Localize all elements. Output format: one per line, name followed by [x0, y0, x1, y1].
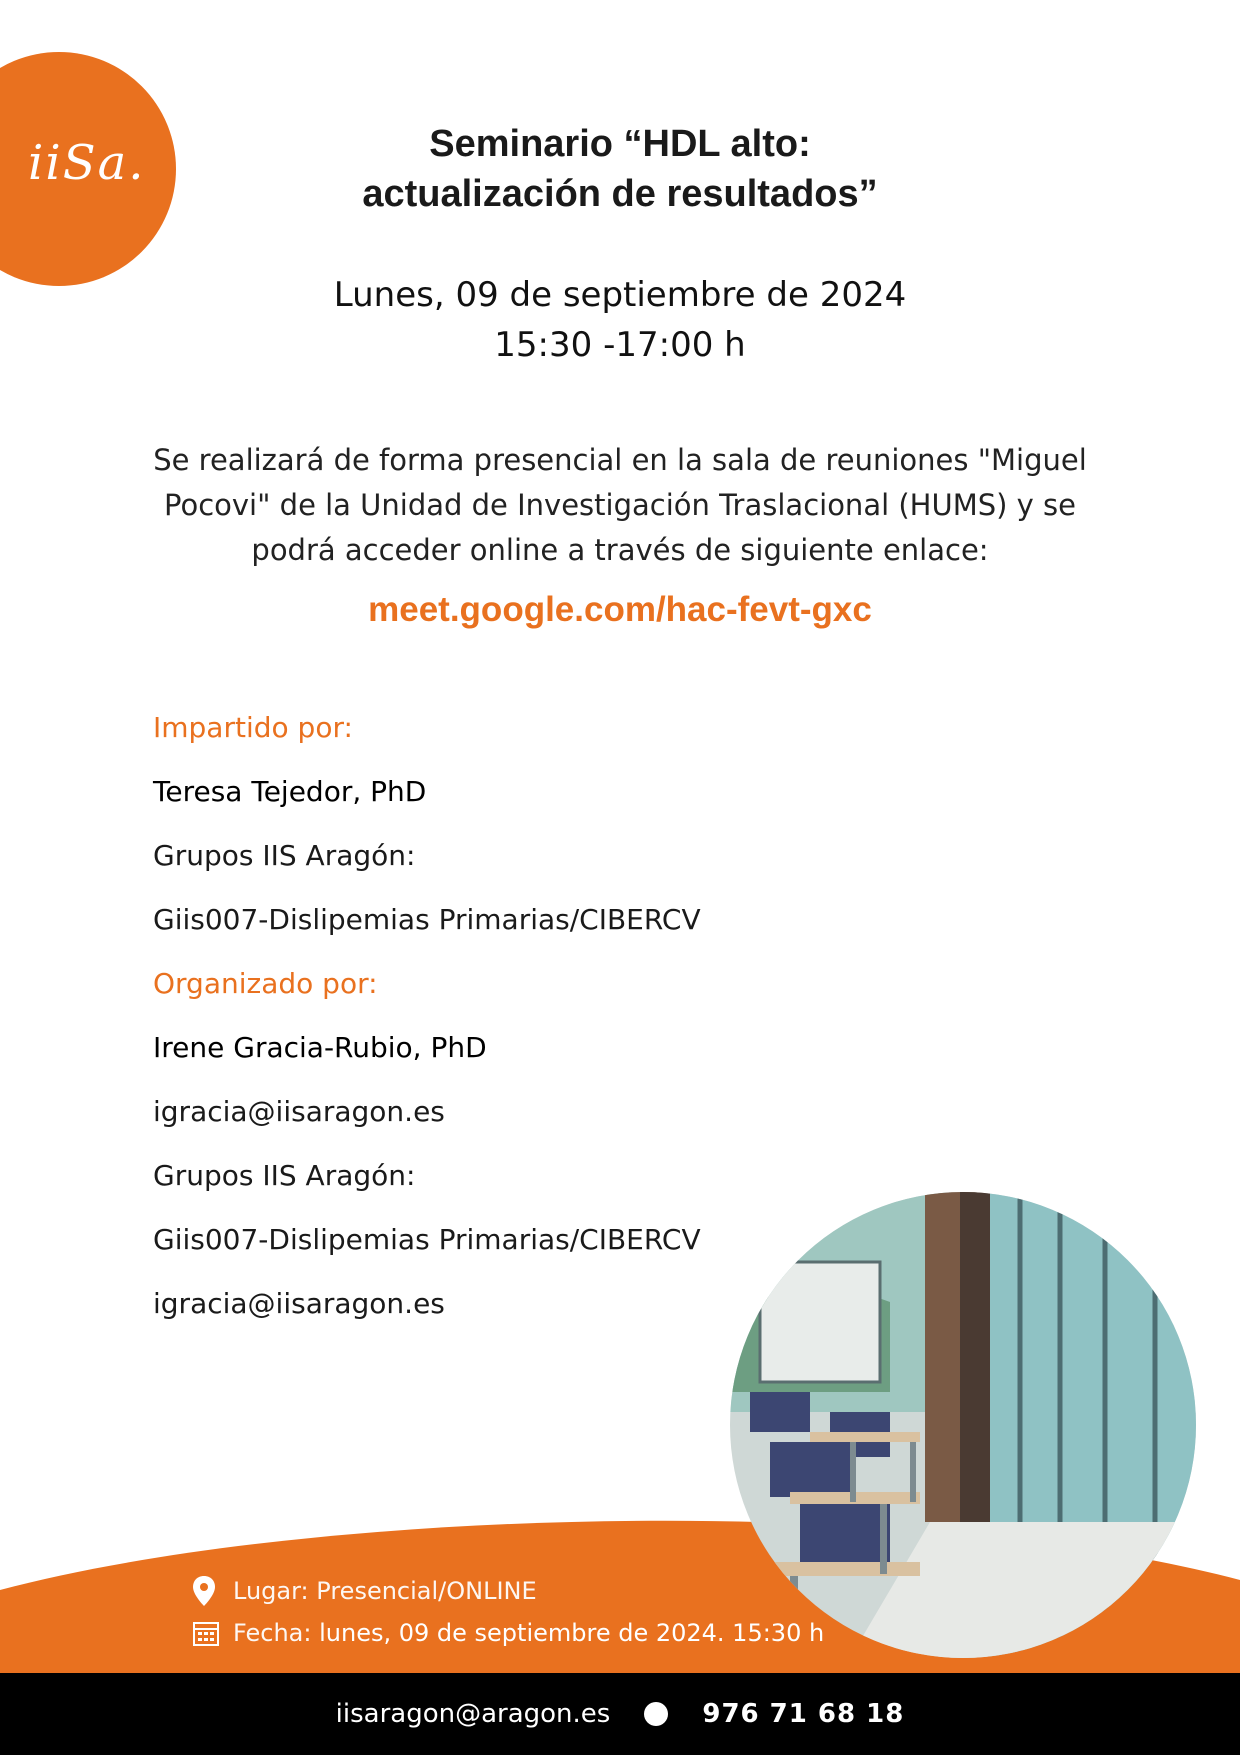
event-time: 15:30 -17:00 h: [494, 325, 746, 365]
speaker-name: Teresa Tejedor, PhD: [153, 775, 427, 808]
event-description: [120, 438, 1120, 573]
location-pin-icon: [193, 1576, 223, 1606]
date-label: Fecha:: [233, 1619, 312, 1647]
description-line: Se realizará de forma presencial en la sala de reuniones "Miguel: [153, 443, 1087, 477]
logo: iiSa.: [28, 135, 146, 191]
place-row: [193, 1570, 824, 1612]
people-info: [153, 700, 701, 1340]
meeting-link[interactable]: meet.google.com/hac-fevt-gxc: [368, 590, 872, 629]
organizer-label: Organizado por:: [153, 967, 378, 1000]
date-row: [193, 1612, 824, 1654]
seminar-title-line1: Seminario “HDL alto:: [429, 123, 811, 165]
seminar-title-line2: actualización de resultados”: [362, 173, 878, 215]
speaker-label: Impartido por:: [153, 711, 353, 744]
place-label: Lugar:: [233, 1577, 309, 1605]
description-line: Pocovi" de la Unidad de Investigación Traslacional (HUMS) y se: [164, 488, 1076, 522]
contact-bar: [0, 1673, 1240, 1755]
organizer-group: Giis007-Dislipemias Primarias/CIBERCV: [153, 1223, 701, 1256]
organizer-groups-label: Grupos IIS Aragón:: [153, 1159, 416, 1192]
event-date: Lunes, 09 de septiembre de 2024: [333, 275, 907, 315]
organizer-email-2[interactable]: igracia@iisaragon.es: [153, 1287, 445, 1320]
separator-dot: [644, 1702, 668, 1726]
place-value: Presencial/ONLINE: [316, 1577, 537, 1605]
date-value: lunes, 09 de septiembre de 2024. 15:30 h: [319, 1619, 825, 1647]
organizer-email[interactable]: igracia@iisaragon.es: [153, 1095, 445, 1128]
speaker-groups-label: Grupos IIS Aragón:: [153, 839, 416, 872]
contact-phone[interactable]: 976 71 68 18: [702, 1699, 905, 1729]
organizer-name: Irene Gracia-Rubio, PhD: [153, 1031, 487, 1064]
contact-email[interactable]: iisaragon@aragon.es: [335, 1699, 611, 1729]
description-line: podrá acceder online a través de siguiente enlace:: [251, 533, 989, 567]
event-summary: [193, 1570, 824, 1654]
speaker-group: Giis007-Dislipemias Primarias/CIBERCV: [153, 903, 701, 936]
calendar-icon: [193, 1620, 223, 1646]
